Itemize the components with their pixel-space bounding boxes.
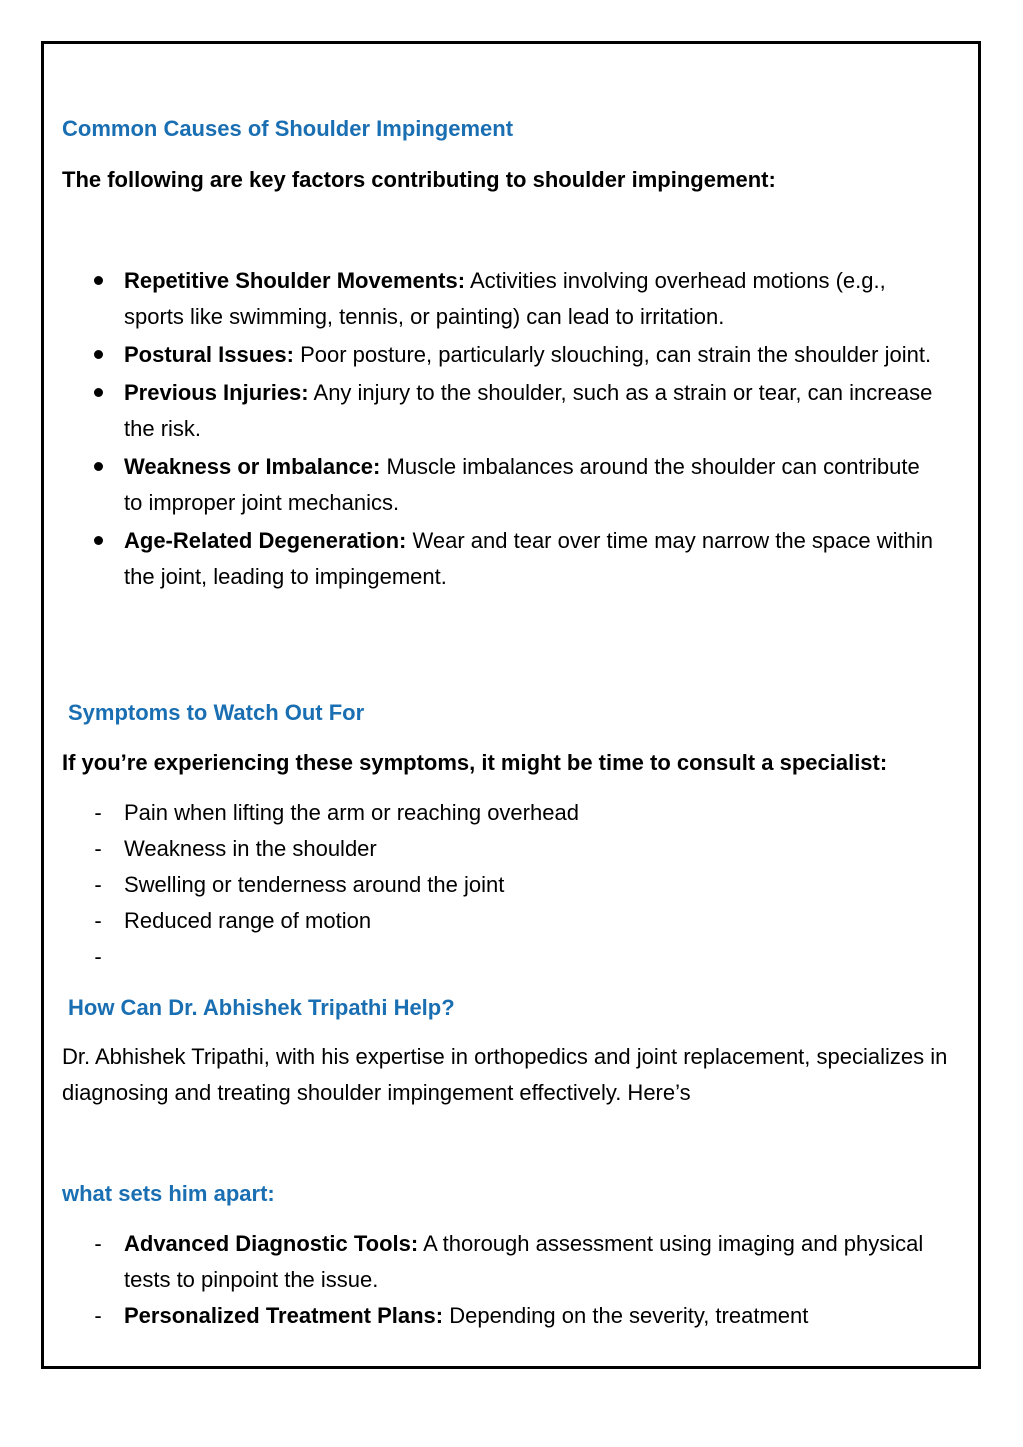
dash-marker: - (94, 908, 102, 933)
dash-marker: - (94, 1303, 102, 1328)
causes-list (62, 263, 942, 597)
list-item (62, 1226, 942, 1298)
apart-heading: what sets him apart: (62, 1181, 275, 1206)
list-item (62, 903, 942, 939)
item-text: Poor posture, particularly slouching, can strain the shoulder joint. (293, 342, 932, 367)
item-text: Reduced range of motion (124, 908, 372, 933)
item-term: Weakness or Imbalance: (124, 454, 381, 479)
dash-marker: - (94, 872, 102, 897)
item-term: Postural Issues: (124, 342, 294, 367)
list-item (62, 449, 942, 521)
item-term: Previous Injuries: (124, 380, 309, 405)
item-term: Advanced Diagnostic Tools: (124, 1231, 419, 1256)
item-text: Any injury to the shoulder, such as a strain or tear, can increase the risk. (124, 380, 933, 441)
causes-heading: Common Causes of Shoulder Impingement (62, 116, 514, 141)
dash-marker: - (94, 1231, 102, 1256)
item-text: Swelling or tenderness around the joint (124, 872, 505, 897)
help-heading: How Can Dr. Abhishek Tripathi Help? (68, 995, 455, 1020)
bullet-icon (88, 523, 108, 559)
list-item (62, 337, 942, 373)
item-term: Personalized Treatment Plans: (124, 1303, 444, 1328)
dash-marker: - (94, 800, 102, 825)
list-item (62, 1298, 942, 1334)
symptoms-intro: If you’re experiencing these symptoms, it might be time to consult a specialist: (62, 750, 888, 775)
bullet-icon (88, 263, 108, 299)
item-text: Pain when lifting the arm or reaching overhead (124, 800, 579, 825)
list-item (62, 375, 942, 447)
bullet-icon (88, 375, 108, 411)
symptoms-list (62, 795, 942, 969)
item-term: Age-Related Degeneration: (124, 528, 407, 553)
symptoms-heading: Symptoms to Watch Out For (68, 700, 365, 725)
item-text: Wear and tear over time may narrow the space within the joint, leading to impingement. (124, 528, 933, 589)
dash-marker: - (94, 944, 102, 969)
help-paragraph: Dr. Abhishek Tripathi, with his expertise in orthopedics and joint replacement, specializes in diagnosing and treating shoulder impingement effectively. Here’s (62, 1044, 948, 1105)
item-text: Depending on the severity, treatment (443, 1303, 809, 1328)
item-text: Muscle imbalances around the shoulder can contribute to improper joint mechanics. (124, 454, 920, 515)
list-item (62, 831, 942, 867)
list-item (62, 523, 942, 595)
item-text: Weakness in the shoulder (124, 836, 377, 861)
causes-intro: The following are key factors contributing to shoulder impingement: (62, 167, 776, 192)
list-item (62, 795, 942, 831)
item-text: Activities involving overhead motions (e.g., sports like swimming, tennis, or painting) can lead to irritation. (124, 268, 886, 329)
list-item (62, 263, 942, 335)
bullet-icon (88, 449, 108, 485)
list-item (62, 867, 942, 903)
dash-marker: - (94, 836, 102, 861)
item-term: Repetitive Shoulder Movements: (124, 268, 466, 293)
apart-list (62, 1226, 942, 1334)
bullet-icon (88, 337, 108, 373)
item-text: A thorough assessment using imaging and physical tests to pinpoint the issue. (124, 1231, 924, 1292)
